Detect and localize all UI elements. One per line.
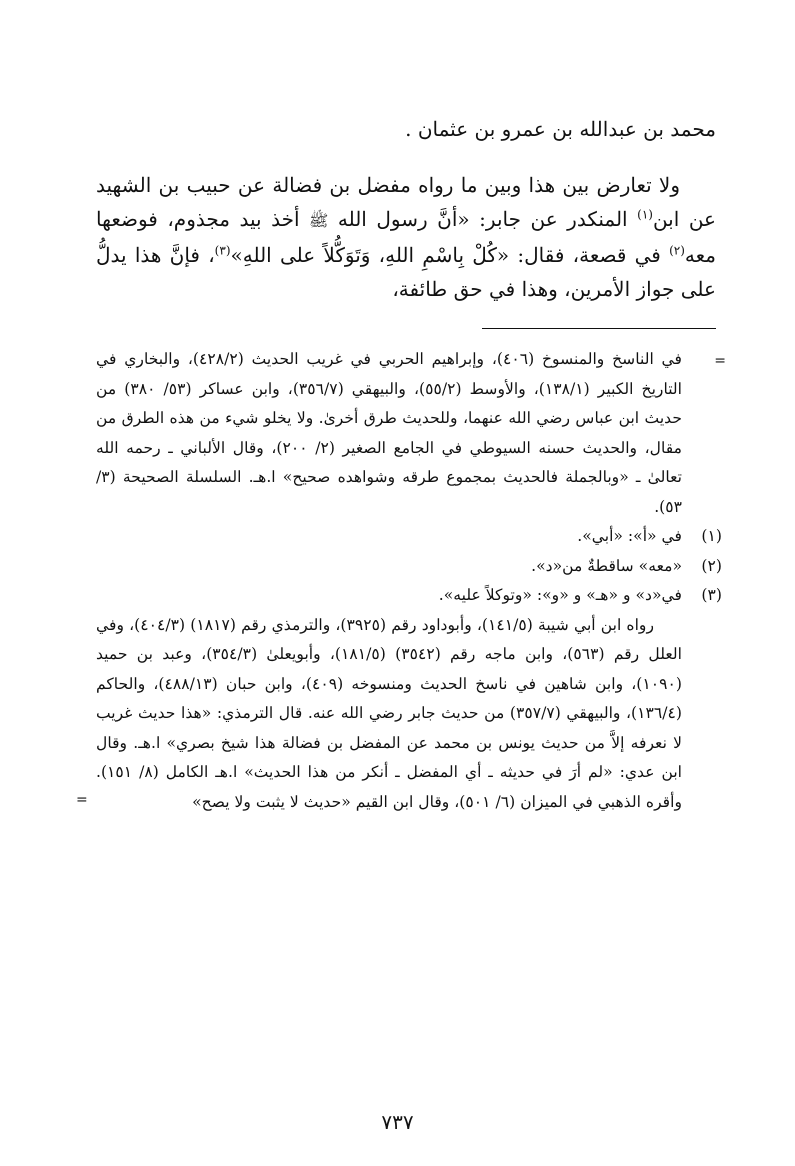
footnote-text: في«د» و «هـ» و «و»: «وتوكلاً عليه». bbox=[438, 586, 682, 604]
footnote-3-detail-text: رواه ابن أبي شيبة (١٤١/٥)، وأبوداود رقم (٣٩٢٥)، والترمذي رقم (١٨١٧) (٤٠٤/٣)، وفي العلل رقم (٥٦٣)، وابن ماجه رقم (٣٥٤٢) (١٨١/٥)، وأبويعلىٰ (٣٥٤/٣)، وعبد بن حميد (١٠٩٠)، وابن شاهين في ناسخ الحديث ومنسوخه (٤٠٩)، وابن حبان (٤٨٨/١٣)، والحاكم (١٣٦/٤)، والبيهقي (٣٥٧/٧) من حديث جابر رضي الله عنه. قال الترمذي: «هذا حديث غريب لا نعرفه إلاَّ من حديث يونس بن محمد عن المفضل بن فضالة هذا شيخ بصري» ا.هـ. وقال ابن عدي: «لم أرَ في حديثه ـ أي المفضل ـ أنكر من هذا الحديث» ا.هـ الكامل (٨/ ١٥١). وأقره الذهبي في الميزان (٦/ ٥٠١)، وقال ابن القيم «حديث لا يثبت ولا يصح» bbox=[96, 615, 683, 811]
page-body bbox=[76, 112, 726, 817]
footnote-3 bbox=[76, 581, 722, 817]
footnote-number: (٢) bbox=[701, 556, 722, 575]
footnote-2 bbox=[96, 552, 722, 582]
paragraph-part-3: أخذ بيد مجذوم، فوضعها معه bbox=[96, 207, 716, 267]
paragraph-part-4: في قصعة، فقال: «كُلْ بِاسْمِ اللهِ، وَتَوَكُّلاً على اللهِ» bbox=[230, 243, 670, 267]
footnote-number: (١) bbox=[701, 527, 722, 545]
paragraph-part-1: ولا تعارض بين هذا وبين ما رواه مفضل بن فضالة عن حبيب بن الشهيد عن ابن bbox=[96, 173, 716, 231]
footnote-text: «معه» ساقطةٌ من«د». bbox=[531, 556, 682, 575]
footnotes bbox=[76, 345, 726, 817]
paragraph-part-5: ، فإنَّ هذا يدلُّ على جواز الأمرين، وهذا في حق طائفة، bbox=[96, 243, 716, 301]
footnote-ref-2: (٢) bbox=[669, 243, 685, 258]
footnote-number: (٣) bbox=[701, 586, 722, 604]
footnote-separator bbox=[482, 328, 716, 329]
main-paragraph bbox=[96, 168, 716, 306]
continuation-marker: = bbox=[714, 353, 726, 369]
page-number: ٧٣٧ bbox=[381, 1110, 414, 1134]
trailing-continuation-marker: = bbox=[76, 791, 88, 808]
paragraph-part-2: المنكدر عن جابر: «أنَّ رسول الله bbox=[328, 207, 638, 231]
footnote-1 bbox=[96, 522, 722, 552]
footnote-ref-3: (٣) bbox=[214, 243, 231, 258]
footnote-ref-1: (١) bbox=[637, 207, 653, 222]
main-text bbox=[96, 112, 716, 306]
footnote-continuation bbox=[96, 345, 726, 522]
continued-line: محمد بن عبدالله بن عمرو بن عثمان . bbox=[405, 117, 716, 141]
continuation-text: في الناسخ والمنسوخ (٤٠٦)، وإبراهيم الحربي في غريب الحديث (٤٢٨/٢)، والبخاري في التاريخ الكبير (١٣٨/١)، والأوسط (٥٥/٢)، والبيهقي (٣٥٦/٧)، وابن عساكر (٥٣/ ٣٨٠) من حديث ابن عباس رضي الله عنهما، وللحديث طرق أخرىٰ. ولا يخلو شيء من هذه الطرق من مقال، والحديث حسنه السيوطي في الجامع الصغير (٢/ ٢٠٠)، وقال الألباني ـ رحمه الله تعالىٰ ـ «وبالجملة فالحديث بمجموع طرقه وشواهده صحيح» ا.هـ. السلسلة الصحيحة (٣/ ٥٣). bbox=[96, 350, 682, 516]
salawat-symbol: ﷺ bbox=[309, 211, 329, 230]
footnote-text: في «أ»: «أبي». bbox=[577, 527, 682, 545]
footnote-3-detail bbox=[76, 611, 683, 818]
